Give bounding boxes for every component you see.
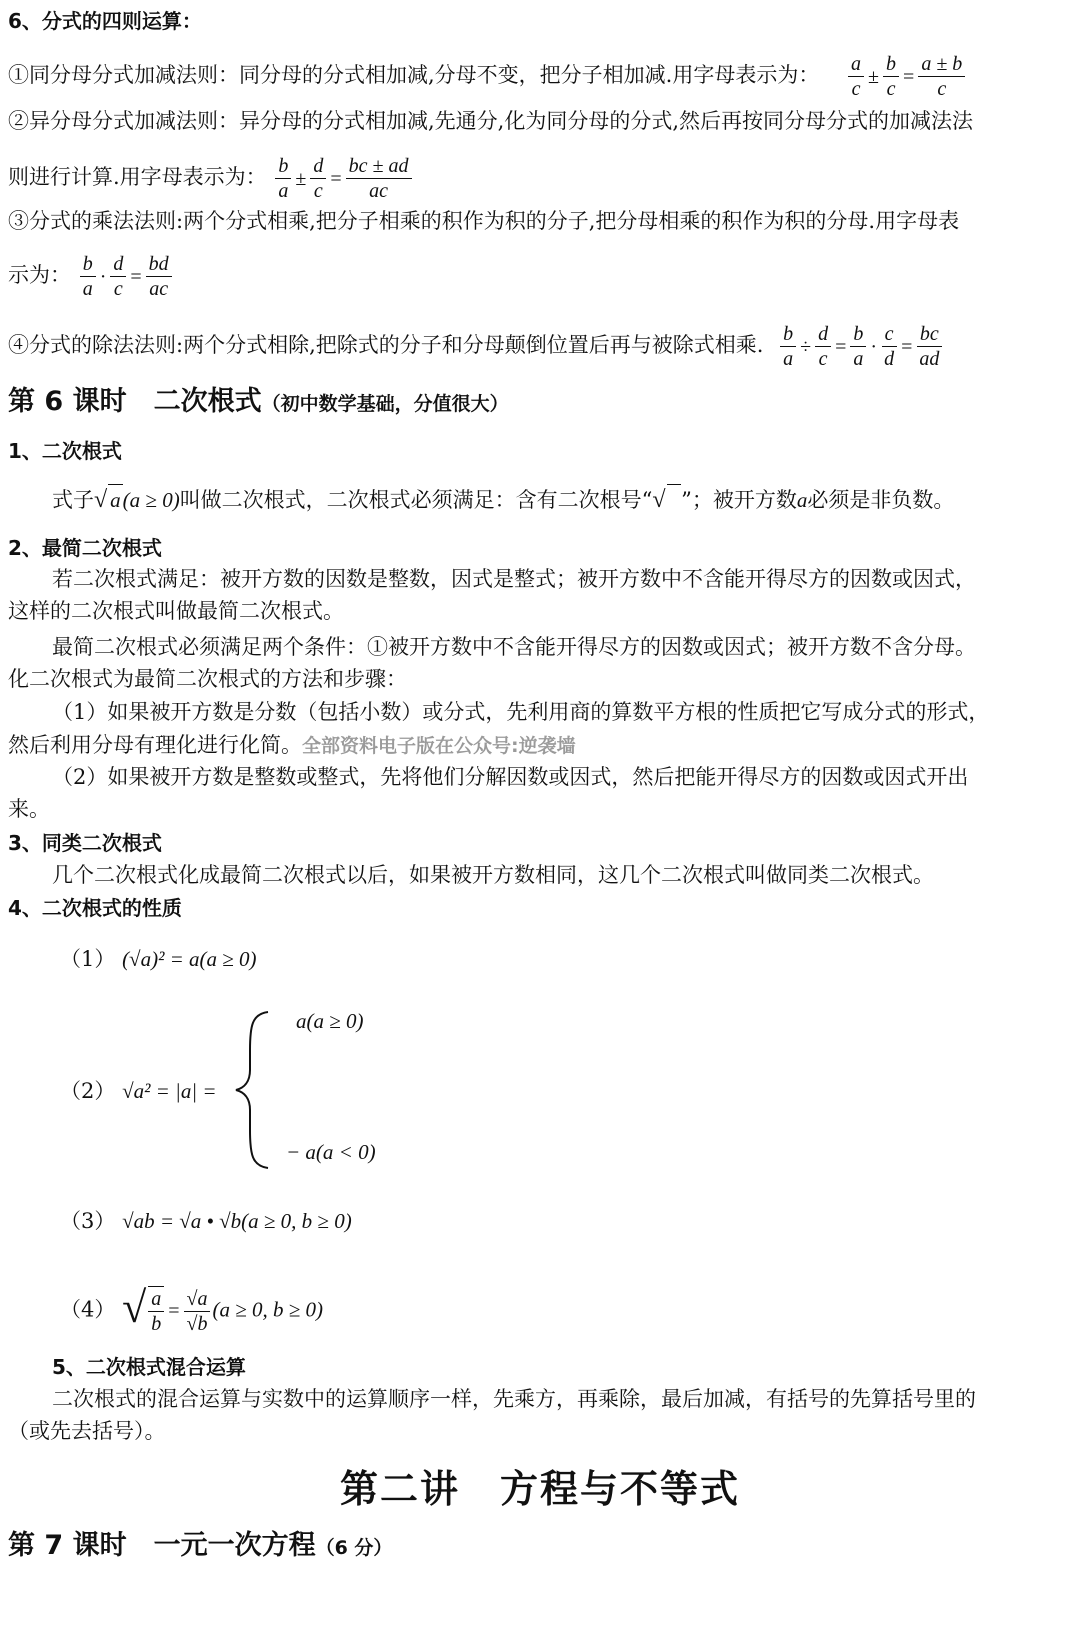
- section-heading-simplest-radical: 2、最简二次根式: [8, 536, 162, 560]
- paragraph: 二次根式的混合运算与实数中的运算顺序一样，先乘方，再乘除，最后加减，有括号的先算括号里的: [52, 1387, 976, 1411]
- property-condition: (a ≥ 0, b ≥ 0): [212, 1297, 324, 1322]
- property-formula: √ab = √a • √b(a ≥ 0, b ≥ 0): [122, 1209, 352, 1233]
- fraction-b-over-c: $\frac{b}{c}$: [883, 52, 899, 101]
- section-heading-radical-properties: 4、二次根式的性质: [8, 896, 182, 920]
- sqrt-a-over-b: √: [122, 1282, 147, 1332]
- fraction-sqrt-a-over-sqrt-b: $\frac{√a}{√b}$: [184, 1287, 211, 1336]
- fraction-a-over-c: $\frac{a}{c}$: [848, 52, 864, 101]
- rule-1-text: ①同分母分式加减法则：同分母的分式相加减,分母不变，把分子相加减.用字母表示为：: [8, 63, 820, 87]
- equals-sign: =: [835, 335, 847, 358]
- property-formula: (√a)² = a(a ≥ 0): [122, 947, 257, 971]
- case-negative: − a(a < 0): [286, 1140, 376, 1164]
- case-nonnegative: a(a ≥ 0): [296, 1009, 364, 1033]
- fraction-b-over-a: $\frac{b}{a}$: [275, 154, 291, 203]
- definition-text-c: ”；被开方数: [681, 488, 797, 512]
- fraction-b-over-a: $\frac{b}{a}$: [80, 252, 96, 301]
- paragraph: 若二次根式满足：被开方数的因数是整数，因式是整式；被开方数中不含能开得尽方的因数或因式，: [52, 567, 976, 591]
- paragraph: 这样的二次根式叫做最简二次根式。: [8, 599, 344, 623]
- equals-sign: =: [901, 335, 913, 358]
- paragraph: 几个二次根式化成最简二次根式以后，如果被开方数相同，这几个二次根式叫做同类二次根式。: [52, 863, 934, 887]
- equals-sign: =: [130, 265, 142, 288]
- property-3: [60, 1206, 352, 1236]
- property-label: （2）: [60, 1079, 116, 1103]
- paragraph: 化二次根式为最简二次根式的方法和步骤：: [8, 667, 407, 691]
- paragraph: 最简二次根式必须满足两个条件：①被开方数中不含能开得尽方的因数或因式；被开方数不含分母。: [52, 635, 976, 659]
- rule-3-line2: [8, 252, 174, 301]
- lesson-6-title-text: 第 6 课时 二次根式: [8, 386, 262, 417]
- paragraph: （或先去括号）。: [8, 1419, 166, 1443]
- paragraph: 来。: [8, 797, 50, 821]
- definition-text-a: 式子: [52, 488, 94, 512]
- lesson-7-subtitle: （6 分）: [315, 1537, 393, 1559]
- rule-4-text: ④分式的除法法则:两个分式相除,把除式的分子和分母颠倒位置后再与被除式相乘.: [8, 333, 764, 357]
- fraction-result: $\frac{a \pm b}{c}$: [918, 52, 965, 101]
- section-heading-fraction-operations: 6、分式的四则运算：: [8, 9, 202, 33]
- lesson-6-subtitle: （初中数学基础，分值很大）: [261, 393, 509, 415]
- rule-2-text: ②异分母分式加减法则：异分母的分式相加减,先通分,化为同分母的分式,然后再按同分母分式的加减法法: [8, 109, 974, 133]
- variable-a: a: [796, 488, 808, 512]
- property-2: [60, 1076, 217, 1106]
- curly-brace: [232, 1010, 272, 1170]
- definition-line: [52, 484, 954, 515]
- fraction-d-over-c: $\frac{d}{c}$: [310, 154, 326, 203]
- lesson-7-title-text: 第 7 课时 一元一次方程: [8, 1530, 316, 1561]
- paragraph: （1）如果被开方数是分数（包括小数）或分式，先利用商的算数平方根的性质把它写成分式的形式，: [52, 700, 990, 724]
- sqrt-a-expression: √ a: [94, 488, 123, 512]
- equals-sign: =: [330, 167, 342, 190]
- property-label: （3）: [60, 1209, 116, 1233]
- fraction-result: $\frac{bd}{ac}$: [146, 252, 172, 301]
- divide-sign: ÷: [800, 335, 812, 358]
- fraction-a-over-b: $\frac{a}{b}$: [148, 1286, 164, 1336]
- definition-text-d: 必须是非负数。: [807, 488, 955, 512]
- condition: (a ≥ 0): [122, 488, 180, 512]
- multiply-dot: ·: [99, 265, 107, 288]
- rule-2-text2: 则进行计算.用字母表示为：: [8, 165, 267, 189]
- plus-minus-sign: ±: [295, 167, 307, 190]
- rule-1-line: [8, 52, 967, 101]
- section-heading-quadratic-radical: 1、二次根式: [8, 439, 122, 463]
- watermark-text: 全部资料电子版在公众号:逆袭墙: [302, 735, 576, 757]
- paragraph-with-watermark: [8, 730, 576, 761]
- fraction-d-over-c: $\frac{d}{c}$: [110, 252, 126, 301]
- fraction-result: $\frac{bc \pm ad}{ac}$: [346, 154, 412, 203]
- property-label: （4）: [60, 1297, 116, 1322]
- radical-symbol: √: [652, 488, 681, 512]
- property-4: （4） √ $\frac{a}{b}$ = $\frac{√a}{√b}$ (a ≥ 0, b ≥ 0): [60, 1282, 324, 1335]
- fraction-b-over-a-2: $\frac{b}{a}$: [850, 322, 866, 371]
- multiply-dot: ·: [870, 335, 878, 358]
- property-label: （1）: [60, 947, 116, 971]
- property-formula-left: √a² = |a| =: [122, 1079, 217, 1103]
- fraction-b-over-a: $\frac{b}{a}$: [780, 322, 796, 371]
- rule-3-text: ③分式的乘法法则:两个分式相乘,把分子相乘的积作为积的分子,把分母相乘的积作为积的分母.用字母表: [8, 209, 960, 233]
- rule-3-text2: 示为：: [8, 263, 71, 287]
- rule-2-line2: [8, 154, 414, 203]
- fraction-c-over-d: $\frac{c}{d}$: [881, 322, 897, 371]
- lesson-6-title: [8, 384, 509, 422]
- lesson-7-title: [8, 1528, 392, 1566]
- paragraph-text: 然后利用分母有理化进行化简。: [8, 733, 302, 757]
- equals-sign: =: [903, 65, 915, 88]
- rule-4-line: [8, 322, 944, 371]
- property-1: [60, 944, 257, 974]
- fraction-result: $\frac{bc}{ad}$: [916, 322, 942, 371]
- fraction-d-over-c: $\frac{d}{c}$: [815, 322, 831, 371]
- lecture-2-title: 第二讲 方程与不等式: [339, 1467, 740, 1511]
- paragraph: （2）如果被开方数是整数或整式，先将他们分解因数或因式，然后把能开得尽方的因数或因式开出: [52, 765, 969, 789]
- plus-minus-sign: ±: [868, 65, 880, 88]
- section-heading-mixed-operations: 5、二次根式混合运算: [52, 1355, 246, 1379]
- section-heading-similar-radicals: 3、同类二次根式: [8, 831, 162, 855]
- definition-text-b: 叫做二次根式，二次根式必须满足：含有二次根号“: [179, 488, 653, 512]
